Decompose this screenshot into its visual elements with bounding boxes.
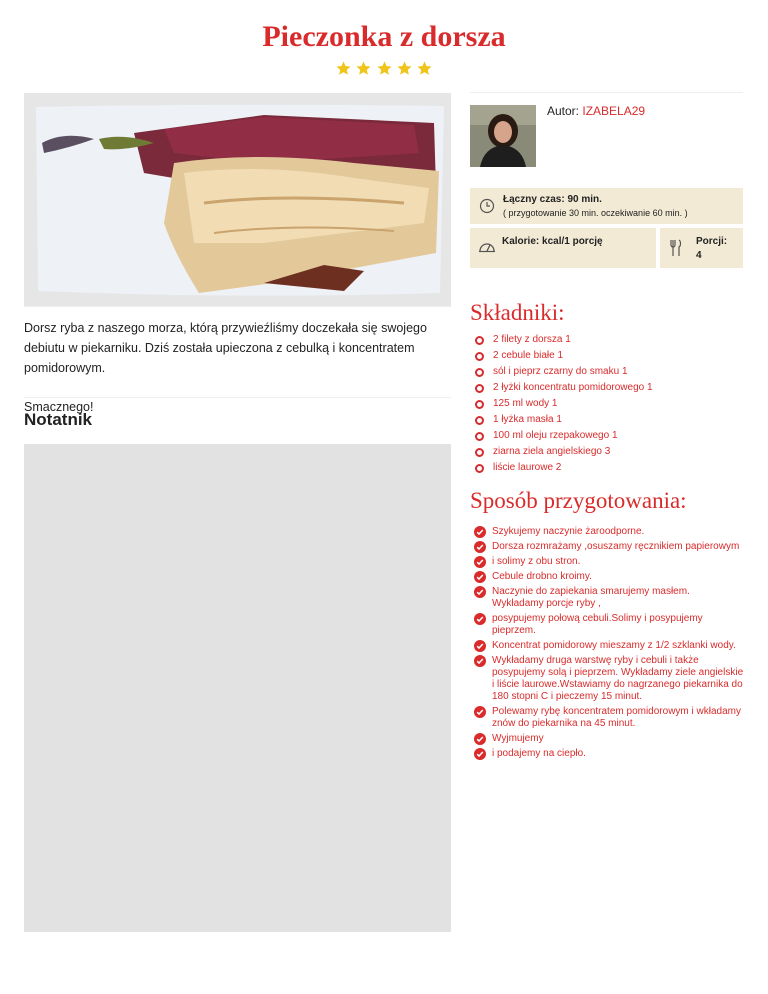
- circle-bullet-icon: [475, 400, 484, 409]
- step-text: i podajemy na ciepło.: [492, 748, 586, 759]
- check-icon: [474, 655, 486, 667]
- check-icon: [474, 556, 486, 568]
- ingredient-item: [475, 445, 653, 461]
- ingredient-item: [475, 349, 653, 365]
- step-item: [474, 655, 744, 703]
- author-name-link[interactable]: IZABELA29: [582, 104, 646, 118]
- ingredient-item: [475, 429, 653, 445]
- author-label: Autor:: [547, 104, 580, 118]
- author-line: [547, 104, 645, 118]
- divider: [24, 306, 451, 307]
- step-text: Szykujemy naczynie żaroodporne.: [492, 526, 645, 537]
- ingredients-list: [475, 333, 653, 477]
- step-text: posypujemy połową cebuli.Solimy i posypujemy pieprzem.: [492, 613, 703, 636]
- description-paragraph: Smacznego!: [24, 400, 94, 414]
- ingredient-text: liście laurowe 2: [493, 462, 562, 473]
- check-icon: [474, 748, 486, 760]
- step-item: [474, 586, 744, 610]
- time-detail: ( przygotowanie 30 min. oczekiwanie 60 min. ): [503, 208, 688, 218]
- ingredient-item: [475, 413, 653, 429]
- description-paragraph: Dorsz ryba z naszego morza, którą przywieźliśmy doczekała się swojego debiutu w piekarniku. Dziś została upieczona z cebulką i koncentratem pomidorowym.: [24, 321, 427, 375]
- gauge-icon: [478, 239, 496, 253]
- star-icon: [396, 60, 413, 77]
- calories-label: Kalorie: kcal/1 porcję: [502, 236, 603, 247]
- step-text: Naczynie do zapiekania smarujemy masłem. Wykładamy porcje ryby ,: [492, 586, 690, 609]
- total-time-box: [470, 188, 743, 224]
- recipe-photo: [24, 93, 451, 306]
- star-icon: [335, 60, 352, 77]
- recipe-title: Pieczonka z dorsza: [262, 20, 506, 53]
- circle-bullet-icon: [475, 448, 484, 457]
- step-text: i solimy z obu stron.: [492, 556, 581, 567]
- ingredient-text: ziarna ziela angielskiego 3: [493, 446, 611, 457]
- ingredient-text: 2 łyżki koncentratu pomidorowego 1: [493, 382, 653, 393]
- step-text: Wyjmujemy: [492, 733, 544, 744]
- step-item: [474, 733, 744, 745]
- check-icon: [474, 613, 486, 625]
- total-time-label: Łączny czas: 90 min.: [503, 194, 602, 205]
- portions-value: 4: [696, 250, 702, 261]
- circle-bullet-icon: [475, 432, 484, 441]
- cutlery-icon: [669, 239, 683, 257]
- divider: [470, 92, 743, 93]
- calories-box: [470, 228, 656, 268]
- step-item: [474, 613, 744, 637]
- star-icon: [416, 60, 433, 77]
- circle-bullet-icon: [475, 336, 484, 345]
- step-text: Wykładamy druga warstwę ryby i cebuli i także posypujemy solą i pieprzem. Wykładamy ziele angielskie i liście laurowe.Wstawiamy do nagrzanego piekarnika do 180 stopni C i pieczemy 15 minut.: [492, 655, 744, 702]
- preparation-heading: Sposób przygotowania:: [470, 488, 687, 513]
- step-item: [474, 706, 744, 730]
- step-item: [474, 640, 744, 652]
- circle-bullet-icon: [475, 368, 484, 377]
- step-item: [474, 748, 744, 760]
- step-text: Cebule drobno kroimy.: [492, 571, 592, 582]
- ingredient-text: 2 filety z dorsza 1: [493, 334, 571, 345]
- check-icon: [474, 640, 486, 652]
- star-icon: [355, 60, 372, 77]
- ingredients-heading: Składniki:: [470, 300, 565, 325]
- check-icon: [474, 526, 486, 538]
- clock-icon: [479, 198, 495, 214]
- check-icon: [474, 541, 486, 553]
- notes-heading: Notatnik: [24, 410, 92, 429]
- ingredient-text: 1 łyżka masła 1: [493, 414, 562, 425]
- star-icon: [376, 60, 393, 77]
- ingredient-text: 100 ml oleju rzepakowego 1: [493, 430, 618, 441]
- portions-box: [660, 228, 743, 268]
- ingredient-text: 2 cebule białe 1: [493, 350, 564, 361]
- check-icon: [474, 706, 486, 718]
- check-icon: [474, 571, 486, 583]
- ingredient-item: [475, 381, 653, 397]
- ingredient-text: sól i pieprz czarny do smaku 1: [493, 366, 628, 377]
- step-text: Koncentrat pomidorowy mieszamy z 1/2 szklanki wody.: [492, 640, 736, 651]
- ingredient-text: 125 ml wody 1: [493, 398, 558, 409]
- step-item: [474, 526, 744, 538]
- step-text: Dorsza rozmrażamy ,osuszamy ręcznikiem papierowym: [492, 541, 740, 552]
- check-icon: [474, 586, 486, 598]
- circle-bullet-icon: [475, 352, 484, 361]
- ingredient-item: [475, 461, 653, 477]
- circle-bullet-icon: [475, 384, 484, 393]
- divider: [24, 397, 451, 398]
- ingredient-item: [475, 365, 653, 381]
- author-avatar[interactable]: [470, 105, 536, 167]
- portions-text: [696, 235, 727, 263]
- check-icon: [474, 733, 486, 745]
- circle-bullet-icon: [475, 416, 484, 425]
- ingredient-item: [475, 333, 653, 349]
- portions-label: Porcji:: [696, 236, 728, 247]
- circle-bullet-icon: [475, 464, 484, 473]
- notes-area[interactable]: [24, 444, 451, 932]
- preparation-steps: [474, 526, 744, 763]
- step-item: [474, 556, 744, 568]
- ingredient-item: [475, 397, 653, 413]
- step-item: [474, 541, 744, 553]
- step-text: Polewamy rybę koncentratem pomidorowym i wkładamy znów do piekarnika na 45 minut.: [492, 706, 741, 729]
- step-item: [474, 571, 744, 583]
- rating-stars: [0, 60, 768, 82]
